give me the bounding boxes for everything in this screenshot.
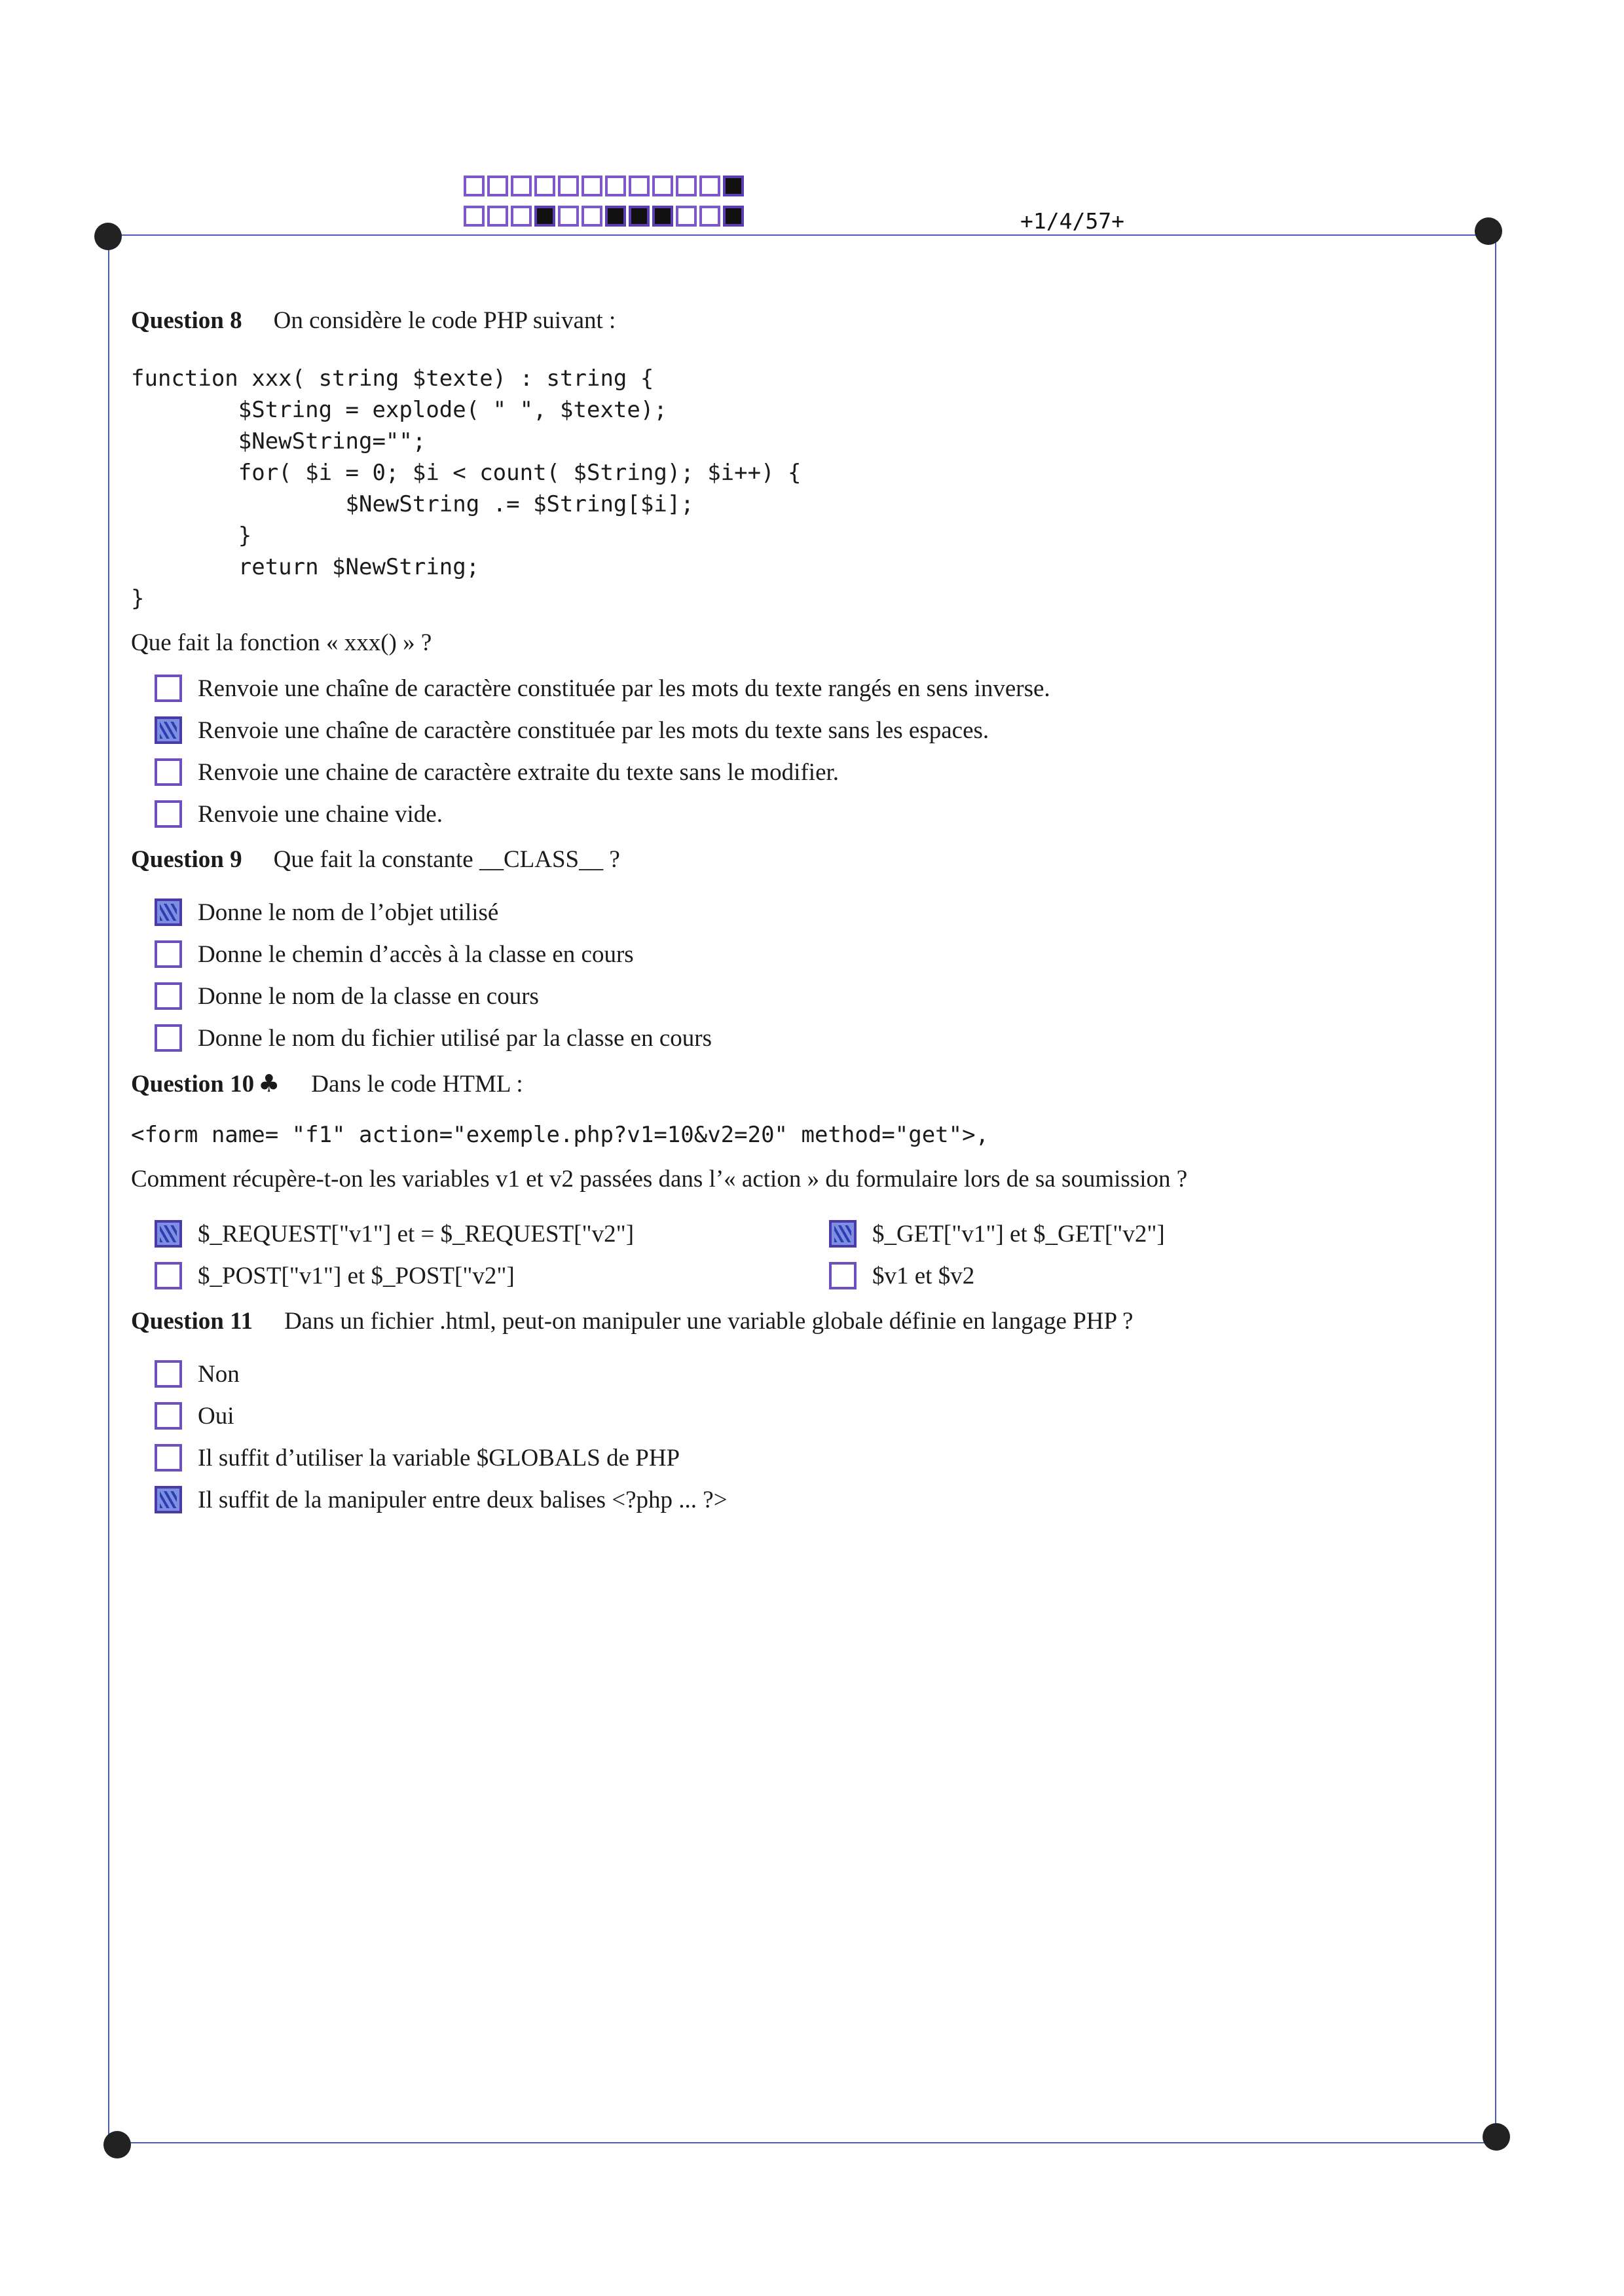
question-number: Question 11	[131, 1308, 253, 1335]
answer-option[interactable]	[829, 1213, 1353, 1255]
answer-option-label: $v1 et $v2	[872, 1262, 975, 1289]
checkbox[interactable]	[155, 758, 182, 786]
answer-options	[155, 667, 1467, 835]
id-code-cell	[723, 176, 744, 196]
checkbox[interactable]	[155, 1024, 182, 1052]
answer-option[interactable]	[155, 1479, 1467, 1521]
answer-options	[155, 891, 1467, 1059]
code-line: $NewString .= $String[$i];	[131, 491, 694, 517]
checkbox[interactable]	[155, 940, 182, 968]
php-code-block	[131, 363, 1467, 614]
checkbox[interactable]	[155, 1360, 182, 1388]
checked-checkbox[interactable]	[155, 1486, 182, 1513]
answer-option[interactable]	[155, 1017, 1467, 1059]
registration-mark-top-left	[94, 223, 122, 250]
checkbox[interactable]	[829, 1262, 857, 1289]
answer-option-label: Renvoie une chaîne de caractère constituée par les mots du texte rangés en sens inverse.	[198, 675, 1050, 702]
checkbox[interactable]	[155, 675, 182, 702]
answer-option-label: Non	[198, 1360, 240, 1388]
id-code-cell	[652, 206, 673, 227]
question-text: Que fait la fonction « xxx() » ?	[131, 629, 432, 656]
answer-option-label: Donne le nom de la classe en cours	[198, 982, 539, 1010]
answer-option-label: Donne le nom de l’objet utilisé	[198, 898, 499, 926]
question-prompt: Dans un fichier .html, peut-on manipuler une variable globale définie en langage PHP ?	[284, 1308, 1134, 1335]
id-code-cell	[464, 206, 485, 227]
exam-content	[131, 306, 1467, 1521]
checkbox[interactable]	[155, 800, 182, 828]
checkbox[interactable]	[155, 1262, 182, 1289]
answer-options	[155, 1213, 1467, 1297]
code-line: }	[131, 523, 252, 549]
id-code-row-1	[464, 176, 744, 196]
id-code-cell	[534, 176, 555, 196]
checkbox[interactable]	[155, 1444, 182, 1472]
multiple-answer-club-icon: ♣	[258, 1069, 280, 1098]
id-code-cell	[581, 206, 602, 227]
answer-option[interactable]	[155, 667, 1467, 709]
answer-option-label: Renvoie une chaine de caractère extraite du texte sans le modifier.	[198, 758, 840, 786]
question-prompt: Que fait la constante __CLASS__ ?	[273, 846, 620, 873]
question-8	[131, 306, 1467, 835]
answer-option-label: Oui	[198, 1402, 234, 1430]
checked-checkbox[interactable]	[829, 1220, 857, 1248]
id-code-cell	[487, 206, 508, 227]
answer-option-label: Donne le chemin d’accès à la classe en cours	[198, 940, 634, 968]
answer-option-label: Renvoie une chaine vide.	[198, 800, 443, 828]
question-10	[131, 1069, 1467, 1297]
answer-option-label: $_GET["v1"] et $_GET["v2"]	[872, 1220, 1165, 1248]
id-code-row-2	[464, 206, 744, 227]
question-text: Comment récupère-t-on les variables v1 et v2 passées dans l’« action » du formulaire lors de sa soumission ?	[131, 1166, 1188, 1193]
id-code-cell	[581, 176, 602, 196]
question-prompt: Dans le code HTML :	[311, 1071, 523, 1098]
code-line: $String = explode( " ", $texte);	[131, 397, 667, 423]
id-code-cell	[699, 206, 720, 227]
id-code-cell	[558, 176, 579, 196]
answer-option-label: $_REQUEST["v1"] et = $_REQUEST["v2"]	[198, 1220, 635, 1248]
id-code-cell	[558, 206, 579, 227]
id-code-cell	[487, 176, 508, 196]
answer-option[interactable]	[155, 1353, 1467, 1395]
code-line: function xxx( string $texte) : string {	[131, 365, 654, 392]
answer-option-label: Il suffit d’utiliser la variable $GLOBALS de PHP	[198, 1444, 680, 1472]
checked-checkbox[interactable]	[155, 1220, 182, 1248]
id-code-cell	[464, 176, 485, 196]
answer-option[interactable]	[155, 933, 1467, 975]
registration-mark-bottom-left	[103, 2131, 131, 2158]
answer-option[interactable]	[155, 975, 1467, 1017]
question-number: Question 10 ♣	[131, 1069, 280, 1098]
checkbox[interactable]	[155, 982, 182, 1010]
id-code-cell	[629, 206, 650, 227]
id-code-cell	[629, 176, 650, 196]
registration-mark-top-right	[1475, 217, 1502, 245]
code-line: return $NewString;	[131, 554, 480, 580]
answer-option[interactable]	[155, 1213, 829, 1255]
id-code-cell	[605, 206, 626, 227]
html-code-line: <form name= "f1" action="exemple.php?v1=10&v2=20" method="get">,	[131, 1122, 989, 1148]
checked-checkbox[interactable]	[155, 716, 182, 744]
answer-option[interactable]	[155, 891, 1467, 933]
id-code-cell	[511, 206, 532, 227]
id-code-cell	[534, 206, 555, 227]
id-code-cell	[723, 206, 744, 227]
answer-option[interactable]	[155, 793, 1467, 835]
id-code-cell	[699, 176, 720, 196]
answer-option[interactable]	[155, 1395, 1467, 1437]
answer-option-label: Donne le nom du fichier utilisé par la classe en cours	[198, 1024, 712, 1052]
code-line: for( $i = 0; $i < count( $String); $i++) {	[131, 460, 802, 486]
answer-options	[155, 1353, 1467, 1521]
answer-option[interactable]	[155, 1437, 1467, 1479]
answer-option[interactable]	[155, 1255, 829, 1297]
id-code-cell	[605, 176, 626, 196]
code-line: $NewString="";	[131, 428, 426, 454]
answer-option-label: $_POST["v1"] et $_POST["v2"]	[198, 1262, 515, 1289]
page-id: +1/4/57+	[1020, 208, 1124, 234]
code-line: }	[131, 585, 145, 612]
question-number: Question 8	[131, 307, 242, 334]
answer-option[interactable]	[155, 709, 1467, 751]
question-9	[131, 845, 1467, 1059]
checked-checkbox[interactable]	[155, 898, 182, 926]
id-code-cell	[511, 176, 532, 196]
answer-option-label: Renvoie une chaîne de caractère constituée par les mots du texte sans les espaces.	[198, 716, 989, 744]
answer-option[interactable]	[829, 1255, 1353, 1297]
id-code-cell	[676, 176, 697, 196]
answer-option[interactable]	[155, 751, 1467, 793]
id-code-cell	[652, 176, 673, 196]
question-number: Question 9	[131, 846, 242, 873]
checkbox[interactable]	[155, 1402, 182, 1430]
question-11	[131, 1307, 1467, 1521]
answer-option-label: Il suffit de la manipuler entre deux balises <?php ... ?>	[198, 1486, 728, 1513]
registration-mark-bottom-right	[1483, 2123, 1510, 2151]
question-prompt: On considère le code PHP suivant :	[273, 307, 616, 334]
id-code-cell	[676, 206, 697, 227]
